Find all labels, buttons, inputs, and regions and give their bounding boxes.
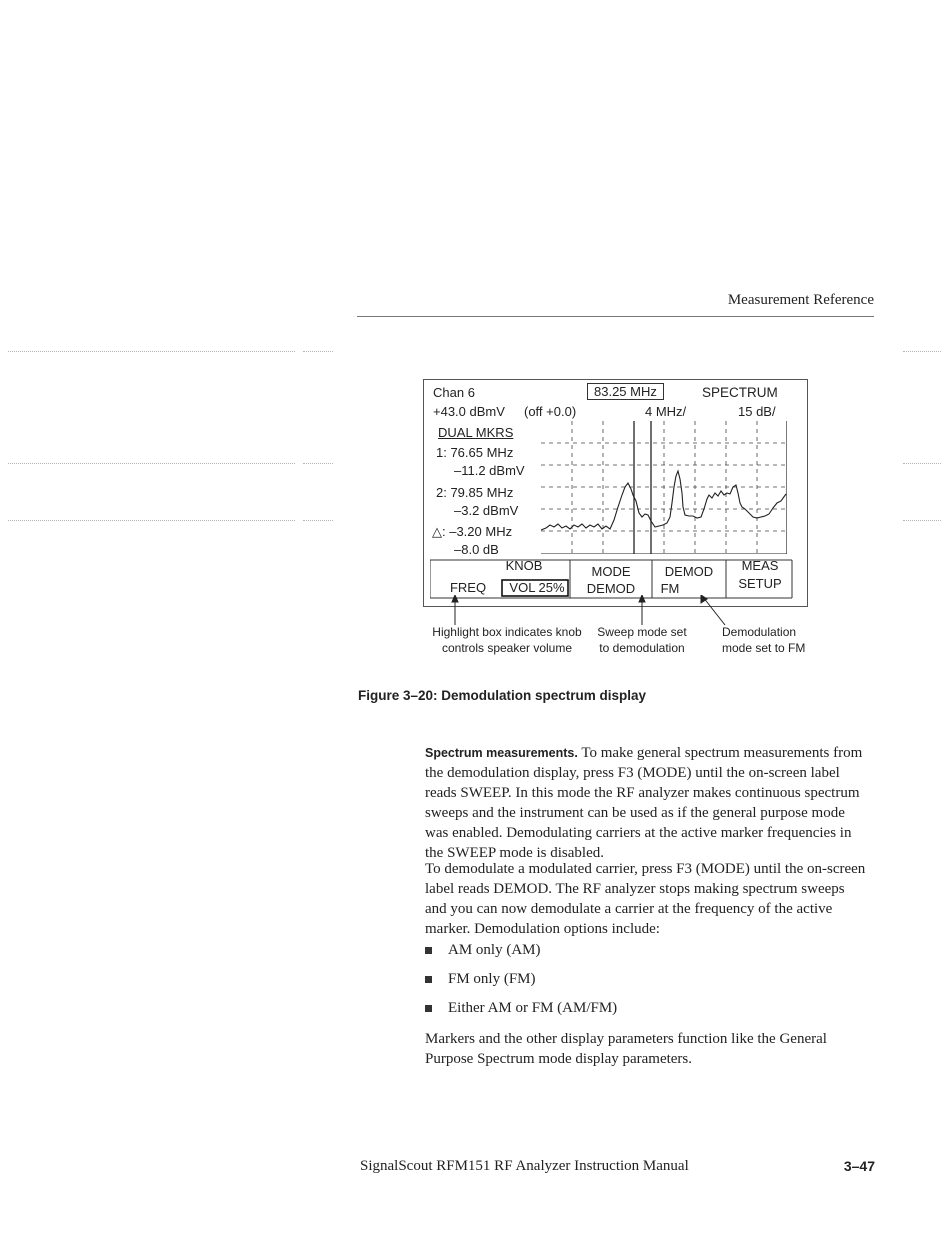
softkey-demod[interactable]: DEMOD (664, 564, 714, 579)
softkey-demod-value: FM (660, 581, 680, 596)
span-per-division: 4 MHz/ (645, 404, 687, 419)
marker-1-level: –11.2 dBmV (454, 463, 525, 478)
offset-value: (off +0.0) (524, 404, 577, 419)
bullet-item: FM only (FM) (448, 971, 536, 987)
softkey-freq[interactable]: FREQ (449, 580, 487, 595)
margin-rule (8, 463, 295, 464)
header-rule (357, 316, 874, 317)
run-in-heading: Spectrum measurements. (425, 746, 578, 760)
delta-icon: △ (432, 524, 442, 539)
margin-rule (903, 463, 941, 464)
callout-sweep-mode: Sweep mode set to demodulation (597, 625, 687, 655)
mode-label: SPECTRUM (702, 385, 778, 400)
margin-rule (303, 351, 333, 352)
delta-marker-frequency: △: –3.20 MHz (432, 524, 513, 539)
reference-level: +43.0 dBmV (433, 404, 505, 419)
footer-manual-title: SignalScout RFM151 RF Analyzer Instruction Manual (360, 1158, 689, 1174)
marker-2-level: –3.2 dBmV (454, 503, 519, 518)
margin-rule (903, 351, 941, 352)
figure-caption: Figure 3–20: Demodulation spectrum display (358, 688, 647, 703)
softkey-knob-title: KNOB (505, 558, 543, 573)
center-frequency-box: 83.25 MHz (587, 383, 664, 400)
analyzer-screen (423, 379, 808, 607)
running-head: Measurement Reference (727, 292, 874, 308)
scale-per-division: 15 dB/ (738, 404, 776, 419)
softkey-meas[interactable]: MEAS (741, 558, 779, 573)
paragraph-demodulate: To demodulate a modulated carrier, press F3 (MODE) until the on-screen label reads DEMOD. The RF analyzer stops making spectrum sweeps and you can now demodulate a carrier at the frequency of the active marker. Demodulation options include: (425, 861, 866, 937)
paragraph-markers: Markers and the other display parameters function like the General Purpose Spectrum mode display parameters. (425, 1031, 827, 1067)
margin-rule (303, 463, 333, 464)
softkey-setup[interactable]: SETUP (738, 576, 782, 591)
margin-rule (8, 351, 295, 352)
bullet-icon (425, 1005, 432, 1012)
delta-marker-level: –8.0 dB (454, 542, 499, 557)
softkey-mode[interactable]: MODE (591, 564, 631, 579)
channel-label: Chan 6 (433, 385, 475, 400)
paragraph-spectrum-measurements: Spectrum measurements. To make general spectrum measurements from the demodulation display, press F3 (MODE) until the on-screen label reads SWEEP. In this mode the RF analyzer makes continuous spectrum sweeps and the instrument can be used as if the general purpose mode was enabled. Demodulating carriers at the active marker frequencies in the SWEEP mode is disabled. (425, 745, 863, 861)
softkey-mode-value: DEMOD (586, 581, 636, 596)
bullet-icon (425, 947, 432, 954)
margin-rule (303, 520, 333, 521)
softkey-volume[interactable]: VOL 25% (509, 580, 565, 595)
callout-highlight-box: Highlight box indicates knob controls speaker volume (432, 625, 582, 655)
dual-markers-title: DUAL MKRS (438, 425, 514, 440)
bullet-item: Either AM or FM (AM/FM) (448, 1000, 618, 1016)
marker-2-frequency: 2: 79.85 MHz (436, 485, 514, 500)
bullet-icon (425, 976, 432, 983)
spectrum-trace-display (541, 421, 787, 554)
page-number: 3–47 (843, 1158, 875, 1174)
margin-rule (8, 520, 295, 521)
spectrum-trace (541, 471, 786, 530)
margin-rule (903, 520, 941, 521)
callout-demodulation-mode: Demodulation mode set to FM (722, 625, 806, 655)
marker-1-frequency: 1: 76.65 MHz (436, 445, 514, 460)
bullet-item: AM only (AM) (448, 942, 541, 958)
